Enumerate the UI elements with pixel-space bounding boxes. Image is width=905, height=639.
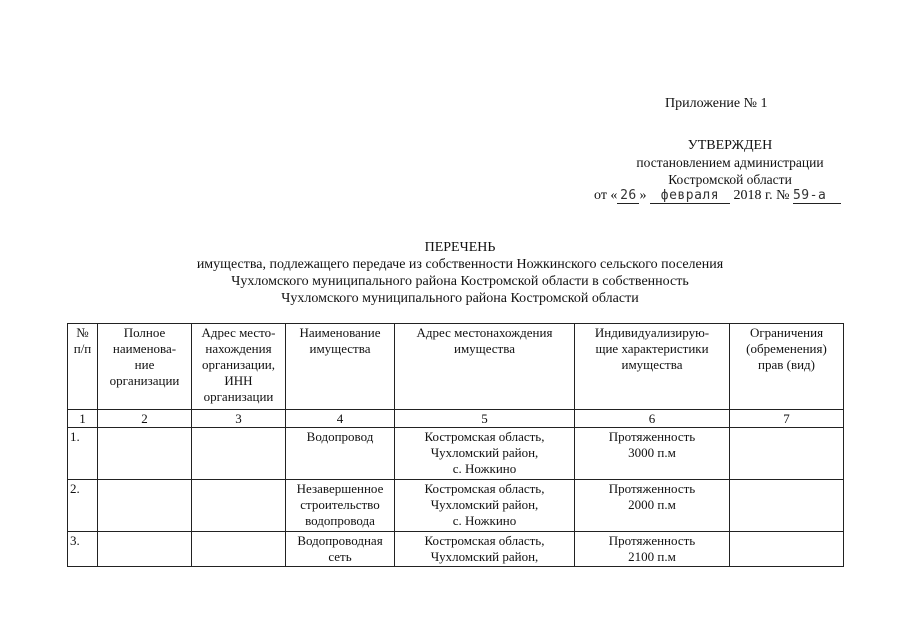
org-address-cell [192,428,286,480]
cell-text-line: № [76,325,89,340]
org-name-cell [98,480,192,532]
cell-text-line: Полное [123,325,166,340]
decree-month: февраля [650,188,730,204]
table-row [68,428,844,480]
cell-text-line: п/п [73,341,92,356]
cell-text-line: нахождения [205,341,272,356]
column-number: 6 [575,410,730,428]
column-number: 5 [395,410,575,428]
decree-prefix: от « [594,188,618,203]
column-number: 4 [286,410,395,428]
cell-text-line: наименова- [112,341,177,356]
cell-text-line: Чухломский район, [430,497,539,512]
cell-text-line: имущества [309,341,371,356]
cell-text-line: Протяженность [608,429,696,444]
property-address-cell [395,480,575,532]
cell-text-line: Костромская область, [424,533,545,548]
cell-text-line: Незавершенное [296,481,384,496]
cell-text-line: ИНН [224,373,253,388]
cell-text-line: Чухломский район, [430,549,539,564]
cell-text-line: Костромская область, [424,429,545,444]
cell-text-line: сеть [328,549,352,564]
cell-text-line: организации, [201,357,276,372]
header-cell-org-address [192,324,286,410]
decree-number: 59-а [793,188,841,204]
table-header-row [68,324,844,410]
header-cell-org-name [98,324,192,410]
cell-text-line: имущества [454,341,515,356]
property-name-cell [286,428,395,480]
cell-text-line: Адрес место- [201,325,276,340]
table-row [68,480,844,532]
header-cell-restrictions [730,324,844,410]
appendix-label: Приложение № 1 [665,96,768,111]
cell-text-line: Ограничения [749,325,824,340]
property-table [67,323,844,567]
cell-text-line: Индивидуализирую- [594,325,710,340]
cell-text-line: имущества [621,357,683,372]
cell-text-line: с. Ножкино [452,513,517,528]
row-number: 2. [68,480,98,532]
cell-text-line: Наименование [299,325,381,340]
cell-text-line: с. Ножкино [452,461,517,476]
cell-text-line: строительство [300,497,380,512]
header-cell-number [68,324,98,410]
cell-text-line: водопровода [305,513,375,528]
cell-text-line: Костромская область, [424,481,545,496]
title-line-3: Чухломского муниципального района Костромской области [281,291,639,306]
title-line-2: Чухломского муниципального района Костромской области в собственность [231,274,689,289]
column-number: 3 [192,410,286,428]
column-number: 1 [68,410,98,428]
decree-mid: » [639,188,647,203]
approved-line-2: Костромской области [668,172,792,187]
org-address-cell [192,480,286,532]
org-name-cell [98,532,192,567]
decree-line [594,188,841,204]
cell-text-line: организации [109,373,180,388]
header-cell-characteristics [575,324,730,410]
decree-year: 2018 г. № [733,188,790,203]
property-address-cell [395,532,575,567]
cell-text-line: щие характеристики [595,341,709,356]
header-cell-property-name [286,324,395,410]
header-cell-property-address [395,324,575,410]
approval-block [580,137,880,188]
characteristics-cell [575,428,730,480]
org-address-cell [192,532,286,567]
cell-text-line: организации [203,389,274,404]
column-number: 2 [98,410,192,428]
approved-line-1: постановлением администрации [636,155,824,170]
table-row [68,532,844,567]
decree-day: 26 [617,188,639,204]
cell-text-line: прав (вид) [758,357,815,372]
restrictions-cell [730,532,844,567]
title-heading: ПЕРЕЧЕНЬ [424,240,496,255]
row-number: 1. [68,428,98,480]
cell-text-line: Протяженность [608,533,696,548]
characteristics-cell [575,480,730,532]
cell-text-line: ние [134,357,155,372]
document-title [80,239,840,307]
cell-text-line: Водопровод [306,429,374,444]
cell-text-line: 2000 п.м [628,497,676,512]
org-name-cell [98,428,192,480]
approved-title: УТВЕРЖДЕН [687,138,773,153]
cell-text-line: Протяженность [608,481,696,496]
restrictions-cell [730,480,844,532]
cell-text-line: Адрес местонахождения [416,325,553,340]
characteristics-cell [575,532,730,567]
cell-text-line: Чухломский район, [430,445,539,460]
cell-text-line: (обременения) [746,341,827,356]
cell-text-line: Водопроводная [297,533,383,548]
column-number: 7 [730,410,844,428]
property-name-cell [286,532,395,567]
title-line-1: имущества, подлежащего передаче из собственности Ножкинского сельского поселения [196,257,724,272]
row-number: 3. [68,532,98,567]
cell-text-line: 3000 п.м [628,445,676,460]
property-address-cell [395,428,575,480]
cell-text-line: 2100 п.м [628,549,676,564]
column-number-row [68,410,844,428]
property-name-cell [286,480,395,532]
restrictions-cell [730,428,844,480]
